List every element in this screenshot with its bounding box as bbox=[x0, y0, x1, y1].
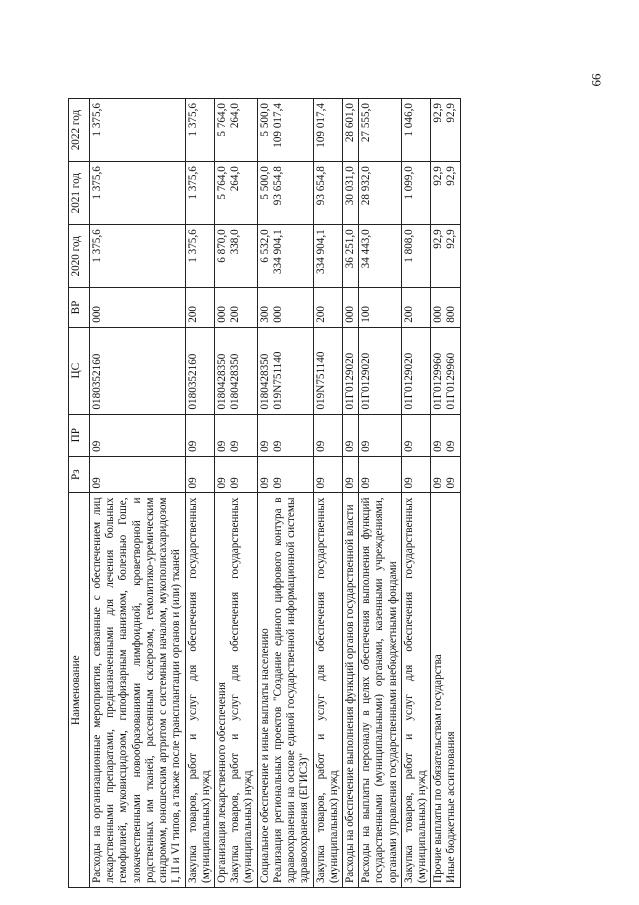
cell-cs-value: 0180352160 bbox=[186, 353, 199, 410]
cell-pr-value: 09 bbox=[90, 440, 103, 452]
cell-2022-value: 264,0 bbox=[228, 102, 241, 128]
cell-cs-value: 0180428350 bbox=[228, 353, 241, 410]
cell-2020 bbox=[430, 224, 459, 287]
cell-2021 bbox=[358, 161, 401, 224]
cell-2021 bbox=[313, 161, 342, 224]
cell-2021 bbox=[342, 161, 358, 224]
cell-2021 bbox=[214, 161, 257, 224]
cell-rz bbox=[342, 456, 358, 493]
cell-2021-value: 93 654,8 bbox=[271, 165, 284, 205]
cell-2022 bbox=[358, 98, 401, 161]
cell-name bbox=[214, 493, 257, 888]
cell-vr-value: 000 bbox=[90, 305, 103, 323]
cell-2022 bbox=[430, 98, 459, 161]
cell-2020 bbox=[401, 224, 430, 287]
cell-vr bbox=[185, 287, 214, 326]
cell-2021 bbox=[89, 161, 185, 224]
cell-name bbox=[342, 493, 358, 888]
cell-name-line: Расходы на выплаты персоналу в целях обеспечения выполнения функций государственными (муниципальными) органами, казенными учреждениями, органами управления государственными внебюджетными фондами bbox=[359, 497, 399, 883]
cell-vr-value: 000 bbox=[431, 305, 444, 323]
cell-name-line: Социальное обеспечение и иные выплаты населению bbox=[258, 627, 271, 883]
cell-2020-value: 1 375,6 bbox=[186, 228, 199, 263]
cell-vr bbox=[257, 287, 313, 326]
table-row bbox=[214, 98, 257, 887]
cell-pr-value: 09 bbox=[314, 440, 326, 452]
cell-vr bbox=[358, 287, 401, 326]
cell-cs bbox=[430, 327, 459, 414]
cell-cs-value: 01Г0129960 bbox=[431, 352, 444, 410]
cell-name-line: Иные бюджетные ассигнования bbox=[444, 731, 457, 883]
cell-2022-value: 92,9 bbox=[444, 102, 457, 123]
cell-vr-value: 800 bbox=[444, 305, 457, 323]
cell-2020-value: 338,0 bbox=[228, 228, 241, 254]
cell-2020-value: 1 375,6 bbox=[90, 228, 103, 263]
cell-2020-value: 334 904,1 bbox=[271, 228, 284, 274]
cell-rz-value: 09 bbox=[258, 476, 271, 488]
table-row bbox=[257, 98, 313, 887]
cell-cs bbox=[342, 327, 358, 414]
cell-2021 bbox=[430, 161, 459, 224]
cell-pr bbox=[430, 414, 459, 456]
cell-pr bbox=[401, 414, 430, 456]
cell-cs bbox=[185, 327, 214, 414]
cell-2020-value: 36 251,0 bbox=[343, 228, 356, 268]
cell-rz bbox=[358, 456, 401, 493]
cell-rz bbox=[89, 456, 185, 493]
cell-2021 bbox=[257, 161, 313, 224]
cell-name-line: Реализация региональных проектов "Создание единого цифрового контура в здравоохранении на основе единой государственной информационной системы здравоохранения (ЕГИСЗ)" bbox=[271, 497, 310, 883]
cell-2022-value: 109 017,4 bbox=[314, 102, 326, 148]
cell-vr-value: 000 bbox=[343, 305, 356, 323]
rotated-page bbox=[68, 98, 588, 888]
cell-2021-value: 1 099,0 bbox=[402, 165, 415, 200]
cell-2022-value: 5 764,0 bbox=[215, 102, 228, 137]
cell-cs bbox=[89, 327, 185, 414]
cell-vr bbox=[342, 287, 358, 326]
cell-pr-value: 09 bbox=[444, 440, 457, 452]
cell-pr-value: 09 bbox=[359, 440, 372, 452]
cell-name-line: Закупка товаров, работ и услуг для обеспечения государственных (муниципальных) нужд bbox=[228, 497, 254, 883]
cell-name-line: Закупка товаров, работ и услуг для обеспечения государственных (муниципальных) нужд bbox=[402, 497, 428, 883]
cell-cs-value: 0180352160 bbox=[90, 353, 103, 410]
cell-pr-value: 09 bbox=[186, 440, 199, 452]
cell-2021-value: 92,9 bbox=[444, 165, 457, 186]
cell-name-line: Организация лекарственного обеспечения bbox=[215, 681, 228, 883]
cell-name-line: Прочие выплаты по обязательствам государства bbox=[431, 653, 444, 883]
cell-name bbox=[430, 493, 459, 888]
cell-pr-value: 09 bbox=[402, 440, 415, 452]
cell-cs-value: 01Г0129020 bbox=[359, 352, 372, 410]
cell-2022 bbox=[257, 98, 313, 161]
cell-2021-value: 93 654,8 bbox=[314, 165, 326, 205]
cell-pr bbox=[89, 414, 185, 456]
cell-2022-value: 1 046,0 bbox=[402, 102, 415, 137]
cell-2022 bbox=[342, 98, 358, 161]
cell-vr-value: 000 bbox=[215, 305, 228, 323]
page-number: 66 bbox=[588, 73, 604, 87]
cell-2021-value: 5 500,0 bbox=[258, 165, 271, 200]
cell-name-line: Закупка товаров, работ и услуг для обеспечения государственных (муниципальных) нужд bbox=[186, 497, 212, 883]
header-2021: 2021 год bbox=[68, 161, 89, 224]
cell-rz-value: 09 bbox=[343, 476, 356, 488]
cell-2020-value: 334 904,1 bbox=[314, 228, 326, 274]
cell-rz-value: 09 bbox=[271, 476, 284, 488]
cell-rz-value: 09 bbox=[186, 476, 199, 488]
cell-name-line: Расходы на организационные мероприятия, связанные с обеспечением лиц лекарственными препаратами, предназначенными для лечения больных гемофилией, муковисцидозом, гипофизарным нанизмом, болезнью Гоше, злокачественными новообразованиями лимфоидной, кроветворной и родственных им тканей, рассеянным склерозом, гемолитико-уремическим синдромом, юношеским артритом с системным началом, мукополисахаридозом I, II и VI типов, а также после трансплантации органов и (или) тканей bbox=[90, 497, 182, 883]
cell-rz bbox=[313, 456, 342, 493]
cell-cs bbox=[401, 327, 430, 414]
cell-2020 bbox=[313, 224, 342, 287]
cell-pr-value: 09 bbox=[215, 440, 228, 452]
cell-2022 bbox=[214, 98, 257, 161]
cell-2022-value: 5 500,0 bbox=[258, 102, 271, 137]
cell-pr bbox=[313, 414, 342, 456]
cell-pr bbox=[257, 414, 313, 456]
header-2022: 2022 год bbox=[68, 98, 89, 161]
cell-name bbox=[313, 493, 342, 888]
budget-table bbox=[68, 98, 461, 888]
cell-rz bbox=[214, 456, 257, 493]
cell-pr-value: 09 bbox=[343, 440, 356, 452]
table-row bbox=[358, 98, 401, 887]
cell-2021-value: 92,9 bbox=[431, 165, 444, 186]
cell-pr-value: 09 bbox=[271, 440, 284, 452]
cell-vr bbox=[214, 287, 257, 326]
table-row bbox=[89, 98, 185, 887]
cell-2020-value: 92,9 bbox=[431, 228, 444, 249]
cell-rz bbox=[430, 456, 459, 493]
cell-rz-value: 09 bbox=[314, 476, 326, 488]
cell-pr-value: 09 bbox=[258, 440, 271, 452]
cell-vr-value: 200 bbox=[228, 305, 241, 323]
header-name: Наименование bbox=[68, 493, 89, 888]
cell-2021-value: 264,0 bbox=[228, 165, 241, 191]
cell-rz-value: 09 bbox=[215, 476, 228, 488]
cell-name bbox=[401, 493, 430, 888]
table-header-row bbox=[68, 98, 89, 887]
cell-cs-value: 019N751140 bbox=[271, 351, 284, 410]
cell-vr-value: 300 bbox=[258, 305, 271, 323]
cell-2022-value: 27 555,0 bbox=[359, 102, 372, 142]
table-row bbox=[313, 98, 342, 887]
cell-2020-value: 92,9 bbox=[444, 228, 457, 249]
cell-2020 bbox=[214, 224, 257, 287]
cell-name-line: Закупка товаров, работ и услуг для обеспечения государственных (муниципальных) нужд bbox=[314, 497, 340, 883]
header-2020: 2020 год bbox=[68, 224, 89, 287]
cell-2021 bbox=[185, 161, 214, 224]
table-row bbox=[185, 98, 214, 887]
cell-2020-value: 6 870,0 bbox=[215, 228, 228, 263]
cell-2020-value: 1 808,0 bbox=[402, 228, 415, 263]
cell-vr bbox=[430, 287, 459, 326]
cell-vr-value: 200 bbox=[186, 305, 199, 323]
cell-2020-value: 34 443,0 bbox=[359, 228, 372, 268]
table-row bbox=[401, 98, 430, 887]
cell-2022-value: 1 375,6 bbox=[90, 102, 103, 137]
table-body bbox=[89, 98, 460, 887]
cell-rz-value: 09 bbox=[359, 476, 372, 488]
cell-rz-value: 09 bbox=[402, 476, 415, 488]
header-rz: Рз bbox=[68, 456, 89, 493]
cell-2022 bbox=[313, 98, 342, 161]
cell-2021-value: 28 932,0 bbox=[359, 165, 372, 205]
table-row bbox=[342, 98, 358, 887]
cell-2022 bbox=[89, 98, 185, 161]
cell-pr bbox=[214, 414, 257, 456]
cell-cs-value: 01Г0129020 bbox=[343, 352, 356, 410]
cell-cs-value: 0180428350 bbox=[215, 353, 228, 410]
cell-2020 bbox=[257, 224, 313, 287]
cell-2021-value: 1 375,6 bbox=[186, 165, 199, 200]
cell-rz bbox=[401, 456, 430, 493]
cell-pr-value: 09 bbox=[431, 440, 444, 452]
cell-rz-value: 09 bbox=[90, 476, 103, 488]
cell-2021-value: 5 764,0 bbox=[215, 165, 228, 200]
table-row bbox=[430, 98, 459, 887]
cell-cs bbox=[214, 327, 257, 414]
cell-pr bbox=[185, 414, 214, 456]
cell-2022 bbox=[185, 98, 214, 161]
cell-2020 bbox=[342, 224, 358, 287]
cell-2022-value: 28 601,0 bbox=[343, 102, 356, 142]
cell-vr-value: 100 bbox=[359, 305, 372, 323]
cell-2022 bbox=[401, 98, 430, 161]
cell-rz bbox=[257, 456, 313, 493]
cell-cs bbox=[358, 327, 401, 414]
cell-pr bbox=[358, 414, 401, 456]
cell-2020 bbox=[358, 224, 401, 287]
cell-pr bbox=[342, 414, 358, 456]
header-cs: ЦС bbox=[68, 327, 89, 414]
cell-name bbox=[89, 493, 185, 888]
header-vr: ВР bbox=[68, 287, 89, 326]
cell-cs bbox=[313, 327, 342, 414]
cell-cs-value: 01Г0129020 bbox=[402, 352, 415, 410]
cell-vr-value: 000 bbox=[271, 305, 284, 323]
cell-2022-value: 1 375,6 bbox=[186, 102, 199, 137]
cell-cs-value: 019N751140 bbox=[314, 351, 326, 410]
cell-rz-value: 09 bbox=[228, 476, 241, 488]
cell-vr bbox=[313, 287, 342, 326]
cell-cs-value: 0180428350 bbox=[258, 353, 271, 410]
cell-2021 bbox=[401, 161, 430, 224]
cell-2022-value: 92,9 bbox=[431, 102, 444, 123]
cell-2022-value: 109 017,4 bbox=[271, 102, 284, 148]
cell-rz-value: 09 bbox=[431, 476, 444, 488]
header-pr: ПР bbox=[68, 414, 89, 456]
cell-2020 bbox=[185, 224, 214, 287]
cell-2021-value: 1 375,6 bbox=[90, 165, 103, 200]
cell-name bbox=[257, 493, 313, 888]
cell-name bbox=[185, 493, 214, 888]
cell-2021-value: 30 031,0 bbox=[343, 165, 356, 205]
cell-2020 bbox=[89, 224, 185, 287]
cell-name bbox=[358, 493, 401, 888]
cell-cs-value: 01Г0129960 bbox=[444, 352, 457, 410]
cell-vr-value: 200 bbox=[402, 305, 415, 323]
cell-vr bbox=[401, 287, 430, 326]
cell-pr-value: 09 bbox=[228, 440, 241, 452]
cell-vr-value: 200 bbox=[314, 305, 326, 323]
cell-name-line: Расходы на обеспечение выполнения функций органов государственной власти bbox=[343, 504, 356, 883]
cell-vr bbox=[89, 287, 185, 326]
cell-rz-value: 09 bbox=[444, 476, 457, 488]
cell-2020-value: 6 532,0 bbox=[258, 228, 271, 263]
cell-rz bbox=[185, 456, 214, 493]
cell-cs bbox=[257, 327, 313, 414]
